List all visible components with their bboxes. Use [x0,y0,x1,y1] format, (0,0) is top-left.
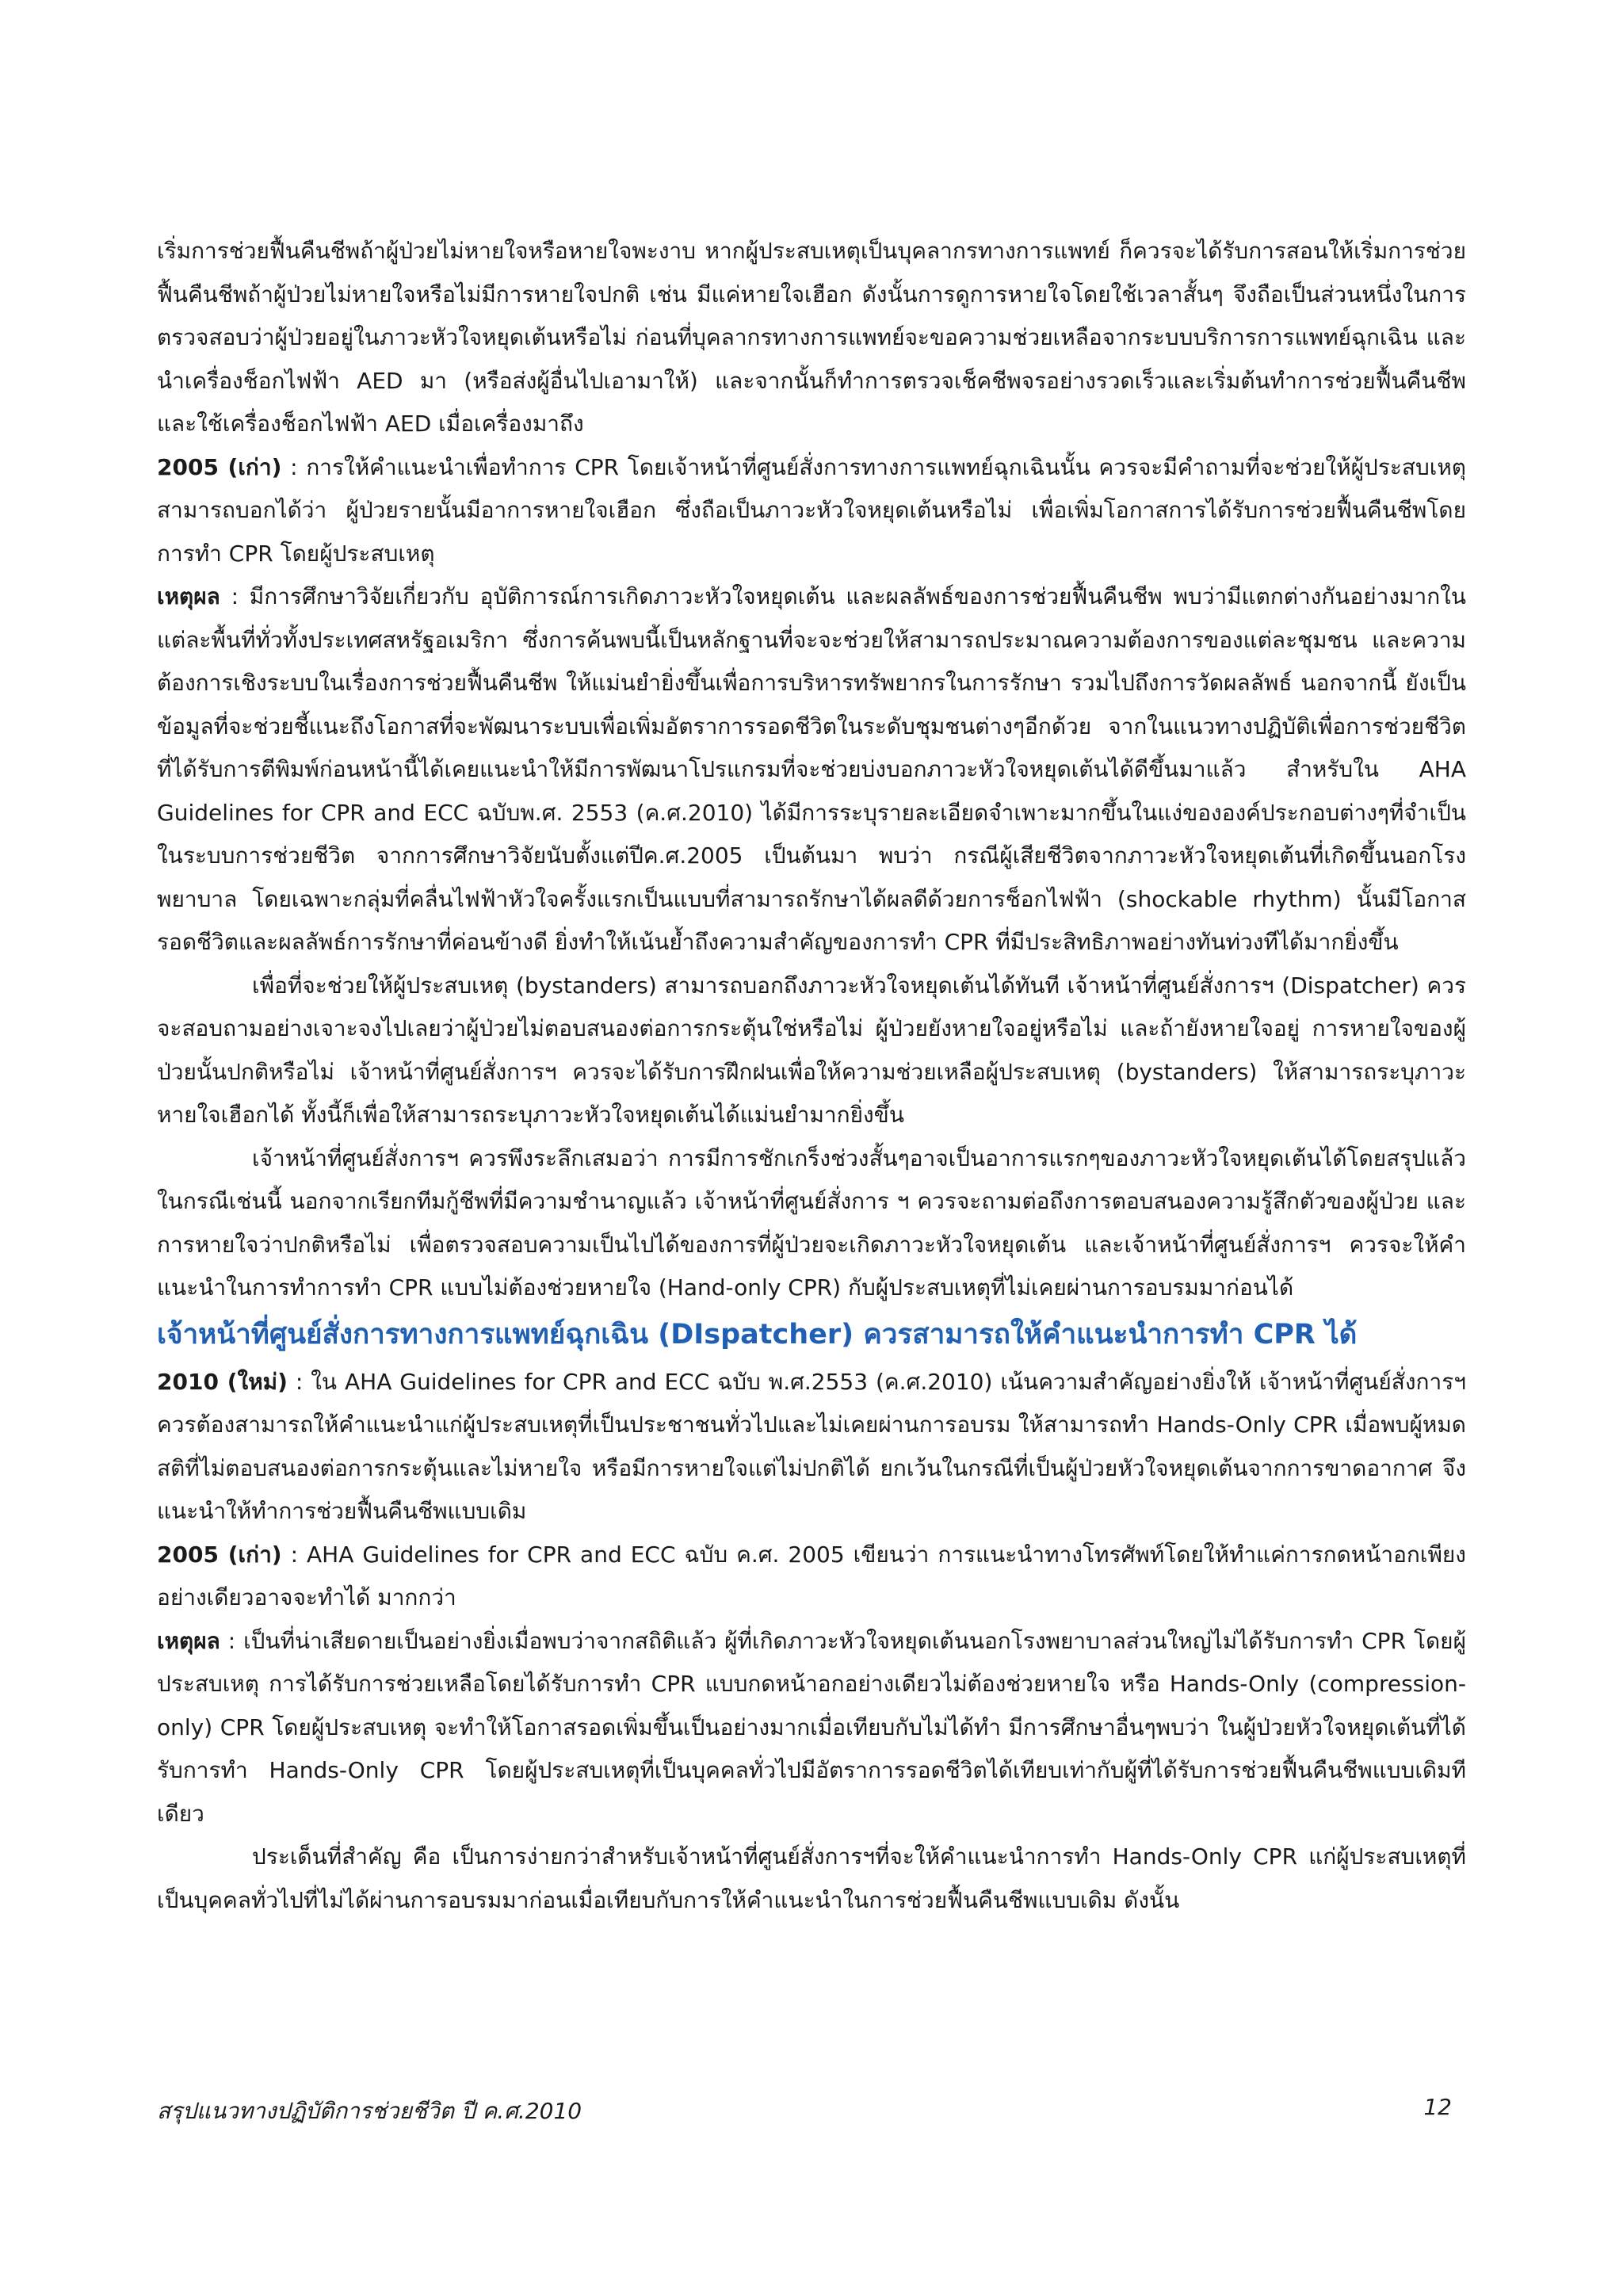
paragraph-dispatcher-note: เจ้าหน้าที่ศูนย์สั่งการฯ ควรพึงระลึกเสมอว่า การมีการชักเกร็งช่วงสั้นๆอาจเป็นอาการแรกๆของภาวะหัวใจหยุดเต้นได้โดยสรุปแล้วในกรณีเช่นนี้ นอกจากเรียกทีมกู้ชีพที่มีความชำนาญแล้ว เจ้าหน้าที่ศูนย์สั่งการ ฯ ควรจะถามต่อถึงการตอบสนองความรู้สึกตัวของผู้ป่วย และการหายใจว่าปกติหรือไม่ เพื่อตรวจสอบความเป็นไปได้ของการที่ผู้ป่วยจะเกิดภาวะหัวใจหยุดเต้น และเจ้าหน้าที่ศูนย์สั่งการฯ ควรจะให้คำแนะนำในการทำการทำ CPR แบบไม่ต้องช่วยหายใจ (Hand-only CPR) กับผู้ประสบเหตุที่ไม่เคยผ่านการอบรมมาก่อนได้ [157,1144,1466,1301]
label-2010-new: 2010 (ใหม่) [157,1368,288,1395]
label-2005-old-2: 2005 (เก่า) [157,1541,282,1568]
text-2010-new: : ใน AHA Guidelines for CPR and ECC ฉบับ พ.ศ.2553 (ค.ศ.2010) เน้นความสำคัญอย่างยิ่งให้ เจ้าหน้าที่ศูนย์สั่งการฯ ควรต้องสามารถให้คำแนะนำแก่ผู้ประสบเหตุที่เป็นประชาชนทั่วไปและไม่เคยผ่านการอบรม ให้สามารถทำ Hands-Only CPR เมื่อพบผู้หมดสติที่ไม่ตอบสนองต่อการกระตุ้นและไม่หายใจ หรือมีการหายใจแต่ไม่ปกติได้ ยกเว้นในกรณีที่เป็นผู้ป่วยหัวใจหยุดเต้นจากการขาดอากาศ จึงแนะนำให้ทำการช่วยฟื้นคืนชีพแบบเดิม [157,1368,1466,1524]
paragraph-2005-old-2 [157,1534,1466,1620]
paragraph-rationale-1 [157,575,1466,965]
text-rationale: : มีการศึกษาวิจัยเกี่ยวกับ อุบัติการณ์การเกิดภาวะหัวใจหยุดเต้น และผลลัพธ์ของการช่วยฟื้นคืนชีพ พบว่ามีแตกต่างกันอย่างมากในแต่ละพื้นที่ทั่วทั้งประเทศสหรัฐอเมริกา ซึ่งการค้นพบนี้เป็นหลักฐานที่จะจะช่วยให้สามารถประมาณความต้องการของแต่ละชุมชน และความต้องการเชิงระบบในเรื่องการช่วยฟื้นคืนชีพ ให้แม่นยำยิ่งขึ้นเพื่อการบริหารทรัพยากรในการรักษา รวมไปถึงการวัดผลลัพธ์ นอกจากนี้ ยังเป็นข้อมูลที่จะช่วยชี้แนะถึงโอกาสที่จะพัฒนาระบบเพื่อเพิ่มอัตราการรอดชีวิตในระดับชุมชนต่างๆอีกด้วย จากในแนวทางปฏิบัติเพื่อการช่วยชีวิตที่ได้รับการตีพิมพ์ก่อนหน้านี้ได้เคยแนะนำให้มีการพัฒนาโปรแกรมที่จะช่วยบ่งบอกภาวะหัวใจหยุดเต้นได้ดีขึ้นมาแล้ว สำหรับใน AHA Guidelines for CPR and ECC ฉบับพ.ศ. 2553 (ค.ศ.2010) ได้มีการระบุรายละเอียดจำเพาะมากขึ้นในแง่ขององค์ประกอบต่างๆที่จำเป็นในระบบการช่วยชีวิต จากการศึกษาวิจัยนับตั้งแต่ปีค.ศ.2005 เป็นต้นมา พบว่า กรณีผู้เสียชีวิตจากภาวะหัวใจหยุดเต้นที่เกิดขึ้นนอกโรงพยาบาล โดยเฉพาะกลุ่มที่คลื่นไฟฟ้าหัวใจครั้งแรกเป็นแบบที่สามารถรักษาได้ผลดีด้วยการช็อกไฟฟ้า (shockable rhythm) นั้นมีโอกาสรอดชีวิตและผลลัพธ์การรักษาที่ค่อนข้างดี ยิ่งทำให้เน้นย้ำถึงความสำคัญของการทำ CPR ที่มีประสิทธิภาพอย่างทันท่วงทีได้มากยิ่งขึ้น [157,583,1466,955]
label-2005-old: 2005 (เก่า) [157,453,282,480]
document-body [157,230,1466,1922]
paragraph-key-point: ประเด็นที่สำคัญ คือ เป็นการง่ายกว่าสำหรับเจ้าหน้าที่ศูนย์สั่งการฯที่จะให้คำแนะนำการทำ Hands-Only CPR แก่ผู้ประสบเหตุที่เป็นบุคคลทั่วไปที่ไม่ได้ผ่านการอบรมมาก่อนเมื่อเทียบกับการให้คำแนะนำในการช่วยฟื้นคืนชีพแบบเดิม ดังนั้น [157,1843,1466,1913]
paragraph-rationale-2 [157,1620,1466,1836]
text-2005-old-2: : AHA Guidelines for CPR and ECC ฉบับ ค.ศ. 2005 เขียนว่า การแนะนำทางโทรศัพท์โดยให้ทำแค่การกดหน้าอกเพียงอย่างเดียวอาจจะทำได้ มากกว่า [157,1541,1466,1610]
page-number: 12 [1423,2094,1452,2120]
label-rationale-2: เหตุผล [157,1627,220,1654]
footer-title: สรุปแนวทางปฏิบัติการช่วยชีวิต ปี ค.ศ.2010 [157,2098,582,2124]
page-footer [157,2094,1466,2126]
paragraph-bystanders: เพื่อที่จะช่วยให้ผู้ประสบเหตุ (bystanders) สามารถบอกถึงภาวะหัวใจหยุดเต้นได้ทันที เจ้าหน้าที่ศูนย์สั่งการฯ (Dispatcher) ควรจะสอบถามอย่างเจาะจงไปเลยว่าผู้ป่วยไม่ตอบสนองต่อการกระตุ้นใช่หรือไม่ ผู้ป่วยยังหายใจอยู่หรือไม่ และถ้ายังหายใจอยู่ การหายใจของผู้ป่วยนั้นปกติหรือไม่ เจ้าหน้าที่ศูนย์สั่งการฯ ควรจะได้รับการฝึกฝนเพื่อให้ความช่วยเหลือผู้ประสบเหตุ (bystanders) ให้สามารถระบุภาวะหายใจเฮือกได้ ทั้งนี้ก็เพื่อให้สามารถระบุภาวะหัวใจหยุดเต้นได้แม่นยำมากยิ่งขึ้น [157,972,1466,1128]
paragraph-intro: เริ่มการช่วยฟื้นคืนชีพถ้าผู้ป่วยไม่หายใจหรือหายใจพะงาบ หากผู้ประสบเหตุเป็นบุคลากรทางการแพทย์ ก็ควรจะได้รับการสอนให้เริ่มการช่วยฟื้นคืนชีพถ้าผู้ป่วยไม่หายใจหรือไม่มีการหายใจปกติ เช่น มีแค่หายใจเฮือก ดังนั้นการดูการหายใจโดยใช้เวลาสั้นๆ จึงถือเป็นส่วนหนึ่งในการตรวจสอบว่าผู้ป่วยอยู่ในภาวะหัวใจหยุดเต้นหรือไม่ ก่อนที่บุคลากรทางการแพทย์จะขอความช่วยเหลือจากระบบบริการการแพทย์ฉุกเฉิน และนำเครื่องช็อกไฟฟ้า AED มา (หรือส่งผู้อื่นไปเอามาให้) และจากนั้นก็ทำการตรวจเช็คชีพจรอย่างรวดเร็วและเริ่มต้นทำการช่วยฟื้นคืนชีพ และใช้เครื่องช็อกไฟฟ้า AED เมื่อเครื่องมาถึง [157,238,1466,437]
text-2005-old: : การให้คำแนะนำเพื่อทำการ CPR โดยเจ้าหน้าที่ศูนย์สั่งการทางการแพทย์ฉุกเฉินนั้น ควรจะมีคำถามที่จะช่วยให้ผู้ประสบเหตุสามารถบอกได้ว่า ผู้ป่วยรายนั้นมีอาการหายใจเฮือก ซึ่งถือเป็นภาวะหัวใจหยุดเต้นหรือไม่ เพื่อเพิ่มโอกาสการได้รับการช่วยฟื้นคืนชีพโดยการทำ CPR โดยผู้ประสบเหตุ [157,453,1466,567]
label-rationale: เหตุผล [157,583,220,609]
text-rationale-2: : เป็นที่น่าเสียดายเป็นอย่างยิ่งเมื่อพบว่าจากสถิติแล้ว ผู้ที่เกิดภาวะหัวใจหยุดเต้นนอกโรงพยาบาลส่วนใหญ่ไม่ได้รับการทำ CPR โดยผู้ประสบเหตุ การได้รับการช่วยเหลือโดยได้รับการทำ CPR แบบกดหน้าอกอย่างเดียวไม่ต้องช่วยหายใจ หรือ Hands-Only (compression-only) CPR โดยผู้ประสบเหตุ จะทำให้โอกาสรอดเพิ่มขึ้นเป็นอย่างมากเมื่อเทียบกับไม่ได้ทำ มีการศึกษาอื่นๆพบว่า ในผู้ป่วยหัวใจหยุดเต้นที่ได้รับการทำ Hands-Only CPR โดยผู้ประสบเหตุที่เป็นบุคคลทั่วไปมีอัตราการรอดชีวิตได้เทียบเท่ากับผู้ที่ได้รับการช่วยฟื้นคืนชีพแบบเดิมทีเดียว [157,1627,1466,1827]
paragraph-2010-new [157,1361,1466,1534]
paragraph-2005-old [157,446,1466,576]
section-heading: เจ้าหน้าที่ศูนย์สั่งการทางการแพทย์ฉุกเฉิน (DIspatcher) ควรสามารถให้คำแนะนำการทำ CPR ได้ [157,1318,1358,1350]
